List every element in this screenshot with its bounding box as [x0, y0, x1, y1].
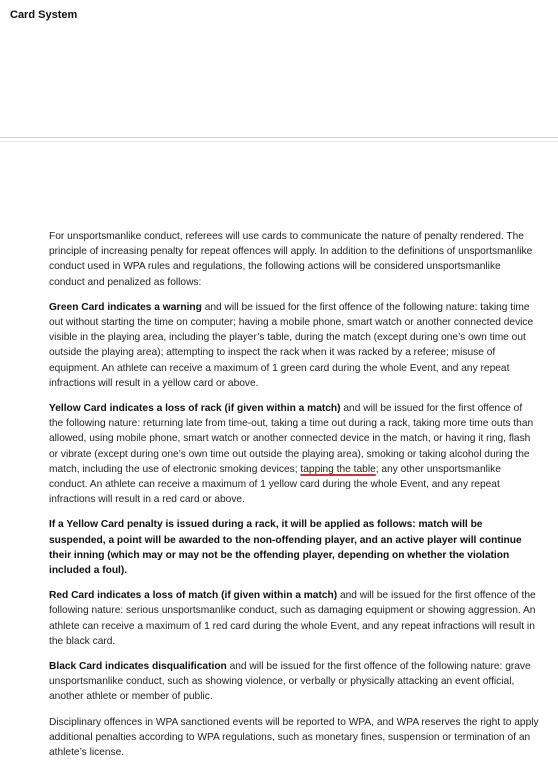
- yellow-card-text: and will be issued for the first offence of the following nature: returning late from time-out, taking a time out during a rack, taking more time outs than allowed, using mobile phone, smart watch or another connected device in the match, or having it ring, flash or vibrate (except during one’s own time out outside the playing area), smoking or taking alcohol during the match, including the use of electronic smoking devices;: [49, 403, 534, 475]
- page-title: Card System: [10, 9, 78, 21]
- divider: [0, 137, 558, 138]
- yellow-card-heading: Yellow Card indicates a loss of rack (if given within a match): [49, 403, 341, 415]
- yellow-card-paragraph: [49, 401, 539, 507]
- red-card-heading: Red Card indicates a loss of match (if given within a match): [49, 590, 338, 602]
- yellow-card-text-end: ; any other unsportsmanlike conduct. An athlete can receive a maximum of 1 yellow card during the whole Event, and any repeat infractions will result in a red card or above.: [49, 463, 501, 506]
- yellow-penalty-paragraph: [49, 517, 539, 578]
- green-card-heading: Green Card indicates a warning: [49, 301, 202, 313]
- green-card-paragraph: [49, 300, 539, 391]
- black-card-heading: Black Card indicates disqualification: [49, 661, 227, 673]
- intro-paragraph: For unsportsmanlike conduct, referees will use cards to communicate the nature of penalty rendered. The principle of increasing penalty for repeat offences will apply. In addition to the definitions of unsportsmanlike conduct used in WPA rules and regulations, the following actions will be considered unsportsmanlike conduct and penalized as follows:: [49, 231, 533, 288]
- black-card-text: and will be issued for the first offence of the following nature: grave unsportsmanlike conduct, such as showing violence, or verbally or physically attacking an event official, another athlete or member of public.: [49, 661, 531, 703]
- green-card-text: and will be issued for the first offence of the following nature: taking time out without starting the time on computer; having a mobile phone, smart watch or another connected device visible in the playing area, including the player’s table, during the match (except during one’s own time out outside the playing area); attempting to inspect the rack when it was racked by a referee; misuse of equipment. An athlete can receive a maximum of 1 green card during the whole Event, and any repeat infractions will result in a yellow card or above.: [49, 301, 534, 389]
- yellow-penalty-text: If a Yellow Card penalty is issued during a rack, it will be applied as follows: match will be suspended, a point will be awarded to the non-offending player, and an active player will continue their inning (which may or may not be the offending player, depending on whether the violation included a foul).: [49, 519, 522, 577]
- red-card-text: and will be issued for the first offence of the following nature: serious unsportsmanlike conduct, such as damaging equipment or showing aggression. An athlete can receive a maximum of 1 red card during the whole Event, and any repeat infractions will result in the black card.: [49, 590, 536, 647]
- highlighted-phrase: tapping the table: [300, 463, 376, 475]
- black-card-paragraph: [49, 659, 539, 705]
- closing-paragraph: Disciplinary offences in WPA sanctioned events will be reported to WPA, and WPA reserves the right to apply additional penalties according to WPA regulations, such as monetary fines, suspension or termination of an athlete’s license.: [49, 716, 539, 759]
- document-body: [49, 229, 539, 770]
- red-card-paragraph: [49, 588, 539, 649]
- divider: [0, 141, 558, 142]
